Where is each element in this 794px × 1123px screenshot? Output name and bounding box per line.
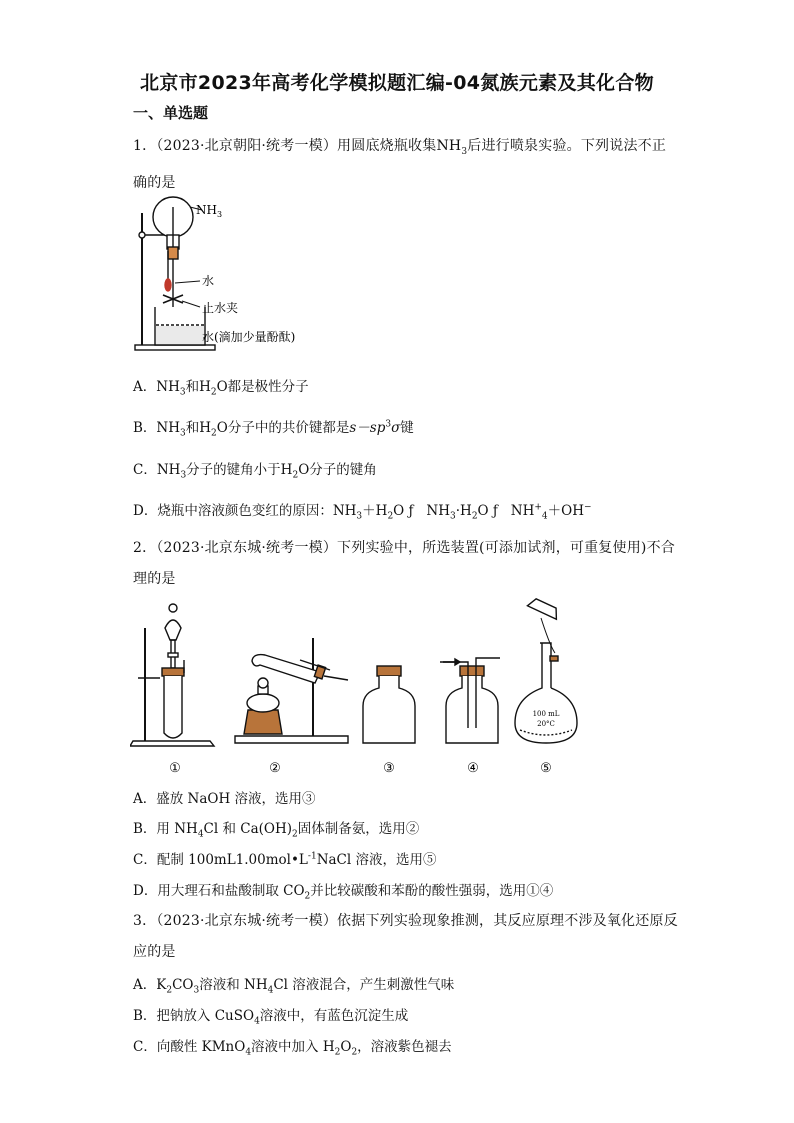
label-apparatus-3: ③ xyxy=(383,761,395,776)
q3-number: 3． xyxy=(133,913,157,929)
q2-stem-line1 xyxy=(133,537,675,557)
q3-stem-line1 xyxy=(133,910,678,930)
q1-source: （2023·北京朝阳·统考一模） xyxy=(156,138,338,154)
q3-option-b[interactable]: B．把钠放入 CuSO$_4$溶液中，有蓝色沉淀生成 xyxy=(133,1008,409,1027)
q1-option-c[interactable]: C．$NH_3$分子的键角小于$H_2O$分子的键角 xyxy=(133,462,377,481)
q1-stem-sub: 3 xyxy=(461,146,468,157)
q3-source: （2023·北京东城·统考一模） xyxy=(156,913,338,929)
q1-stem-a: 用圆底烧瓶收集NH xyxy=(337,138,462,154)
apparatus-4 xyxy=(440,658,500,743)
q2-apparatus-row xyxy=(130,598,600,778)
label-nh3: $NH_3$ xyxy=(196,203,223,219)
q1-fountain-apparatus xyxy=(130,195,330,355)
label-apparatus-1: ① xyxy=(169,761,181,776)
label-apparatus-5: ⑤ xyxy=(540,761,552,776)
q2-stem-line2: 理的是 xyxy=(133,571,176,587)
q1-stem-b: 后进行喷泉实验。下列说法不正 xyxy=(467,138,667,154)
q1-number: 1． xyxy=(133,138,157,154)
label-clamp: 止水夹 xyxy=(202,301,239,315)
q2-option-c[interactable]: C．配制 $100mL1.00mol•L^{-1}NaCl$ 溶液，选用⑤ xyxy=(133,851,437,868)
q1-stem-line1 xyxy=(133,135,666,157)
apparatus-2 xyxy=(235,638,348,743)
flask-marking-temp: 20°C xyxy=(537,720,555,728)
apparatus-1 xyxy=(130,604,214,746)
section-heading: 一、单选题 xyxy=(133,104,209,122)
q2-option-a[interactable]: A．盛放 NaOH 溶液，选用③ xyxy=(133,791,316,807)
q2-option-d[interactable]: D．用大理石和盐酸制取 $CO_2$并比较碳酸和苯酚的酸性强弱，选用①④ xyxy=(133,883,554,902)
q2-source: （2023·北京东城·统考一模） xyxy=(156,540,338,556)
q2-option-b[interactable]: B．用 $NH_4Cl$ 和 $Ca(OH)_2$固体制备氨，选用② xyxy=(133,821,420,840)
stand-base xyxy=(135,345,215,350)
q1-stem-line2: 确的是 xyxy=(133,175,176,191)
flask-marking-volume: 100 mL xyxy=(532,710,560,718)
label-beaker: 水(滴加少量酚酞) xyxy=(202,330,296,344)
q3-option-a[interactable]: A．$K_2CO_3$溶液和 $NH_4Cl$ 溶液混合，产生刺激性气味 xyxy=(133,977,455,996)
q1-option-b[interactable]: B．$NH_3$和$H_2O$分子中的共价键都是$s-sp^3\sigma$键 xyxy=(133,419,414,439)
q2-number: 2． xyxy=(133,540,157,556)
water-dropper xyxy=(165,279,171,291)
q1-option-a[interactable]: A．$NH_3$和$H_2O$都是极性分子 xyxy=(133,379,309,398)
stopper xyxy=(168,247,178,259)
q3-stem-line2: 应的是 xyxy=(133,944,176,960)
q2-stem-a: 下列实验中，所选装置(可添加试剂，可重复使用)不合 xyxy=(337,540,675,556)
label-apparatus-2: ② xyxy=(269,761,281,776)
q3-stem-a: 依据下列实验现象推测，其反应原理不涉及氧化还原反 xyxy=(337,913,678,929)
q1-option-d[interactable]: D．烧瓶中溶液颜色变红的原因：$NH_3+H_2O$ ƒ $NH_3\cdot H_2O$ ƒ $NH^+_4+OH^-$ xyxy=(133,502,592,522)
apparatus-3 xyxy=(363,666,415,743)
label-water: 水 xyxy=(202,274,215,288)
page-title: 北京市2023年高考化学模拟题汇编-04氮族元素及其化合物 xyxy=(140,72,654,94)
q3-option-c[interactable]: C．向酸性 KMnO$_4$溶液中加入 $H_2O_2$，溶液紫色褪去 xyxy=(133,1039,452,1058)
label-apparatus-4: ④ xyxy=(467,761,479,776)
